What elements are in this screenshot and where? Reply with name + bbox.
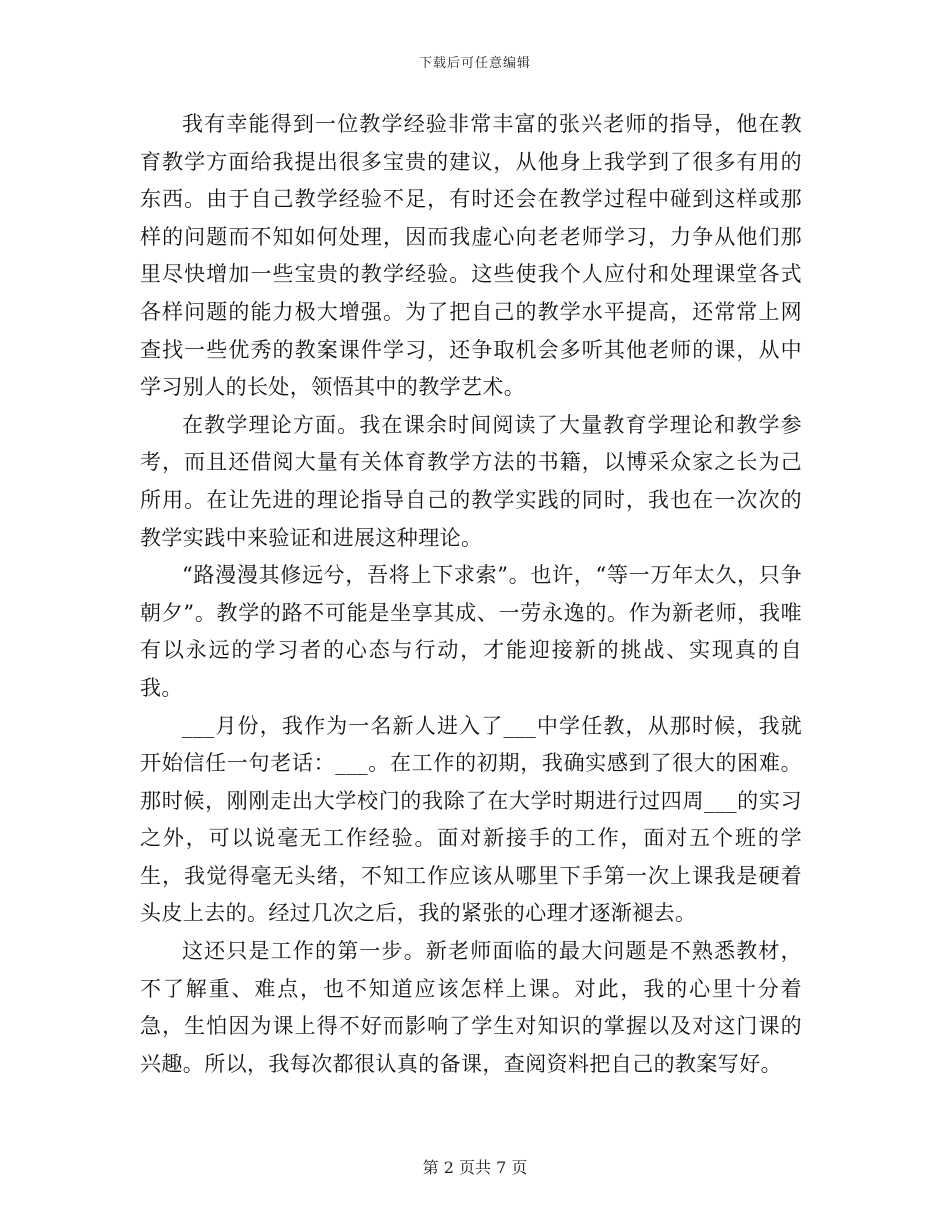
paragraph-mentor-guidance: 我有幸能得到一位教学经验非常丰富的张兴老师的指导，他在教育教学方面给我提出很多宝贵的建议，从他身上我学到了很多有用的东西。由于自己教学经验不足，有时还会在教学过程中碰到这样或那样的问题而不知如何处理，因而我虚心向老老师学习，力争从他们那里尽快增加一些宝贵的教学经验。这些使我个人应付和处理课堂各式各样问题的能力极大增强。为了把自己的教学水平提高，还常常上网查找一些优秀的教案课件学习，还争取机会多听其他老师的课，从中学习别人的长处，领悟其中的教学艺术。 [140,112,802,400]
paragraph-first-step: 这还只是工作的第一步。新老师面临的最大问题是不熟悉教材，不了解重、难点，也不知道应该怎样上课。对此，我的心里十分着急，生怕因为课上得不好而影响了学生对知识的掌握以及对这门课的兴趣。所以，我每次都很认真的备课，查阅资料把自己的教案写好。 [140,939,802,1076]
page-header: 下载后可任意编辑 [418,56,531,71]
paragraph-lifelong-learning: “路漫漫其修远兮，吾将上下求索”。也许，“等一万年太久，只争朝夕”。教学的路不可能是坐享其成、一劳永逸的。作为新老师，我唯有以永远的学习者的心态与行动，才能迎接新的挑战、实现真的自我。 [140,563,802,700]
paragraph-teaching-theory: 在教学理论方面。我在课余时间阅读了大量教育学理论和教学参考，而且还借阅大量有关体育教学方法的书籍，以博采众家之长为己所用。在让先进的理论指导自己的教学实践的同时，我也在一次次的教学实践中来验证和进展这种理论。 [140,412,802,550]
paragraph-first-month: ___月份，我作为一名新人进入了___中学任教，从那时候，我就开始信任一句老话：___。在工作的初期，我确实感到了很大的困难。那时候，刚刚走出大学校门的我除了在大学时期进行过四周___的实习之外，可以说毫无工作经验。面对新接手的工作，面对五个班的学生，我觉得毫无头绪，不知工作应该从哪里下手第一次上课我是硬着头皮上去的。经过几次之后，我的紧张的心理才逐渐褪去。 [140,713,802,926]
page-footer: 第 2 页共 7 页 [422,1158,528,1177]
document-body [140,106,802,1083]
